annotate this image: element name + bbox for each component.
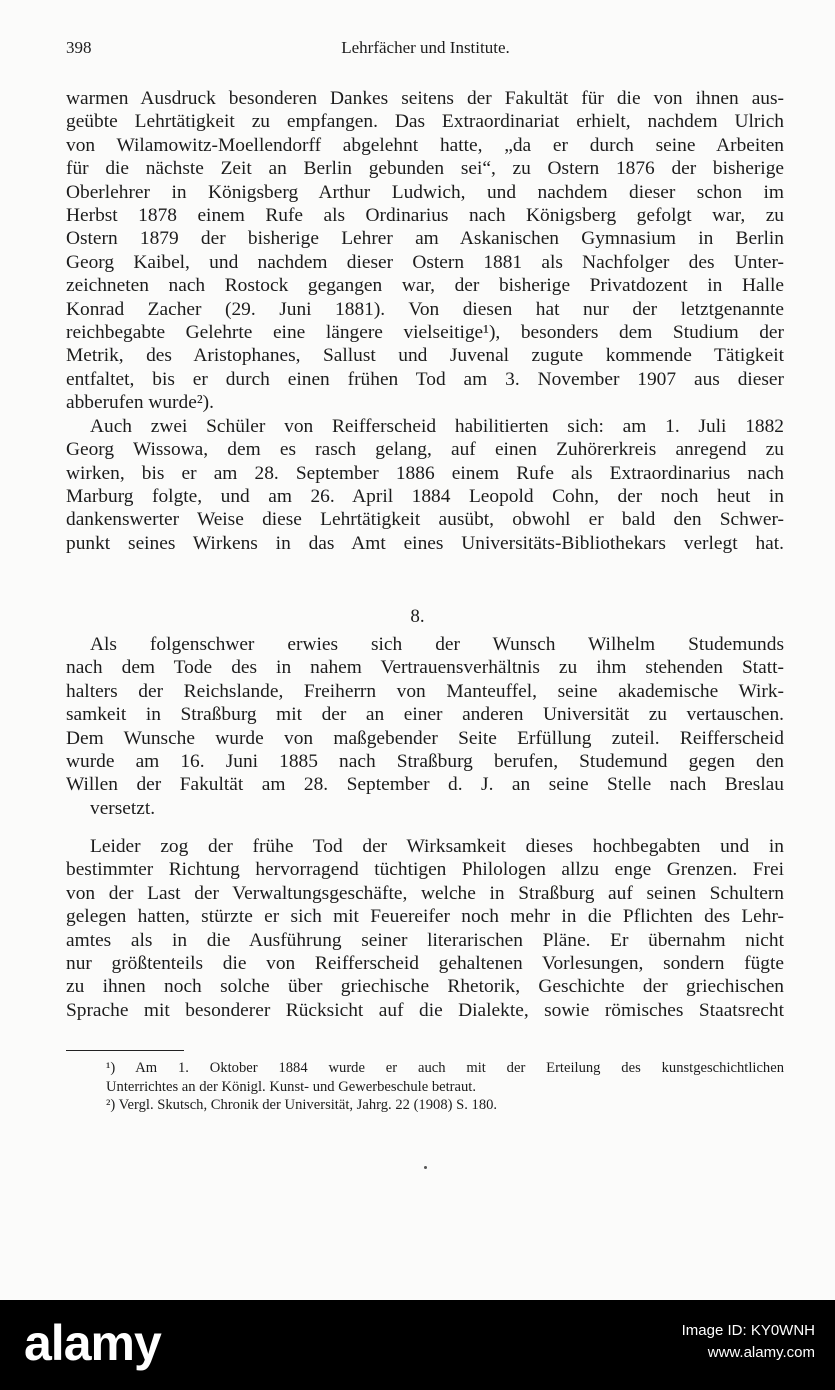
line: wurde am 16. Juni 1885 nach Straßburg berufen, Studemund gegen den	[66, 751, 784, 773]
line: versetzt.	[90, 797, 156, 819]
line: zu ihnen noch solche über griechische Rhetorik, Geschichte der griechischen	[66, 976, 784, 998]
line: punkt seines Wirkens in das Amt eines Universitäts-Bibliothekars verlegt hat.	[66, 532, 784, 554]
line: amtes als in die Ausführung seiner literarischen Pläne. Er übernahm nicht	[66, 929, 784, 951]
section-number: 8.	[410, 606, 425, 627]
line: von Wilamowitz-Moellendorff abgelehnt hatte, „da er durch seine Arbeiten	[66, 134, 784, 156]
watermark-meta	[682, 1320, 815, 1364]
line: Willen der Fakultät am 28. September d. J. an seine Stelle nach Breslau	[66, 774, 784, 796]
site-url: www.alamy.com	[707, 1344, 815, 1361]
paragraphs-section-8	[66, 633, 784, 820]
alamy-logo: alamy	[24, 1315, 161, 1371]
paragraph-4	[66, 835, 784, 1022]
footnote-2	[66, 1096, 784, 1115]
line: Als folgenschwer erwies sich der Wunsch Wilhelm Studemunds	[90, 634, 784, 655]
image-id: Image ID: KY0WNH	[681, 1322, 815, 1339]
line: Sprache mit besonderer Rücksicht auf die Dialekte, sowie römisches Staatsrecht	[66, 999, 784, 1021]
footnote-1	[66, 1059, 784, 1096]
line: dankenswerter Weise diese Lehrtätigkeit ausübt, obwohl er bald den Schwer-	[66, 509, 784, 531]
line: Dem Wunsche wurde von maßgebender Seite Erfüllung zuteil. Reifferscheid	[66, 727, 784, 749]
line: Oberlehrer in Königsberg Arthur Ludwich, und nachdem dieser schon im	[66, 181, 784, 203]
line: Herbst 1878 einem Rufe als Ordinarius nach Königsberg gefolgt war, zu	[66, 205, 784, 227]
paragraphs-top	[66, 87, 784, 555]
line: wirken, bis er am 28. September 1886 einem Rufe als Extraordinarius nach	[66, 462, 784, 484]
line: abberufen wurde²).	[66, 392, 214, 414]
line: Georg Kaibel, und nachdem dieser Ostern 1881 als Nachfolger des Unter-	[66, 251, 784, 273]
footnote-line: Unterrichtes an der Königl. Kunst- und Gewerbeschule betraut.	[106, 1078, 476, 1095]
paragraph-1	[66, 87, 784, 415]
running-title: Lehrfächer und Institute.	[341, 38, 510, 57]
page-header	[66, 38, 785, 62]
footnote-line: ¹) Am 1. Oktober 1884 wurde er auch mit der Erteilung des kunstgeschichtlichen	[106, 1060, 784, 1076]
line: samkeit in Straßburg mit der an einer anderen Universität zu vertauschen.	[66, 704, 784, 726]
line: warmen Ausdruck besonderen Dankes seitens der Fakultät für die von ihnen aus-	[66, 88, 784, 109]
page-number: 398	[66, 38, 92, 57]
line: zeichneten nach Rostock gegangen war, der bisherige Privatdozent in Halle	[66, 275, 784, 297]
line: Ostern 1879 der bisherige Lehrer am Askanischen Gymnasium in Berlin	[66, 228, 784, 250]
line: entfaltet, bis er durch einen frühen Tod am 3. November 1907 aus dieser	[66, 368, 784, 390]
line: nur größtenteils die von Reifferscheid gehaltenen Vorlesungen, sondern fügte	[66, 953, 784, 975]
speck-mark	[424, 1166, 427, 1169]
footnotes	[66, 1059, 784, 1115]
line: Auch zwei Schüler von Reifferscheid habilitierten sich: am 1. Juli 1882	[90, 415, 784, 437]
watermark-banner	[0, 1300, 835, 1390]
line: Marburg folgte, und am 26. April 1884 Leopold Cohn, der noch heut in	[66, 485, 784, 507]
paragraph-2	[66, 415, 784, 555]
line: von der Last der Verwaltungsgeschäfte, welche in Straßburg auf seinen Schultern	[66, 882, 784, 904]
line: halters der Reichslande, Freiherrn von Manteuffel, seine akademische Wirk-	[66, 680, 784, 702]
paragraph-3	[66, 633, 784, 820]
paragraphs-bottom	[66, 835, 784, 1022]
footnote-rule	[66, 1050, 184, 1051]
line: reichbegabte Gelehrte eine längere vielseitige¹), besonders dem Studium der	[66, 322, 784, 344]
line: nach dem Tode des in nahem Vertrauensverhältnis zu ihm stehenden Statt-	[66, 657, 784, 679]
line: bestimmter Richtung hervorragend tüchtigen Philologen allzu enge Grenzen. Frei	[66, 859, 784, 881]
footnote-line: ²) Vergl. Skutsch, Chronik der Universität, Jahrg. 22 (1908) S. 180.	[106, 1097, 498, 1113]
line: Leider zog der frühe Tod der Wirksamkeit dieses hochbegabten und in	[90, 836, 784, 857]
line: Georg Wissowa, dem es rasch gelang, auf einen Zuhörerkreis anregend zu	[66, 439, 784, 461]
line: geübte Lehrtätigkeit zu empfangen. Das Extraordinariat erhielt, nachdem Ulrich	[66, 111, 784, 133]
line: Konrad Zacher (29. Juni 1881). Von diesen hat nur der letztgenannte	[66, 298, 784, 320]
line: für die nächste Zeit an Berlin gebunden sei“, zu Ostern 1876 der bisherige	[66, 158, 784, 180]
line: gelegen hatten, stürzte er sich mit Feuereifer noch mehr in die Pflichten des Lehr-	[66, 906, 784, 928]
line: Metrik, des Aristophanes, Sallust und Juvenal zugute kommende Tätigkeit	[66, 345, 784, 367]
